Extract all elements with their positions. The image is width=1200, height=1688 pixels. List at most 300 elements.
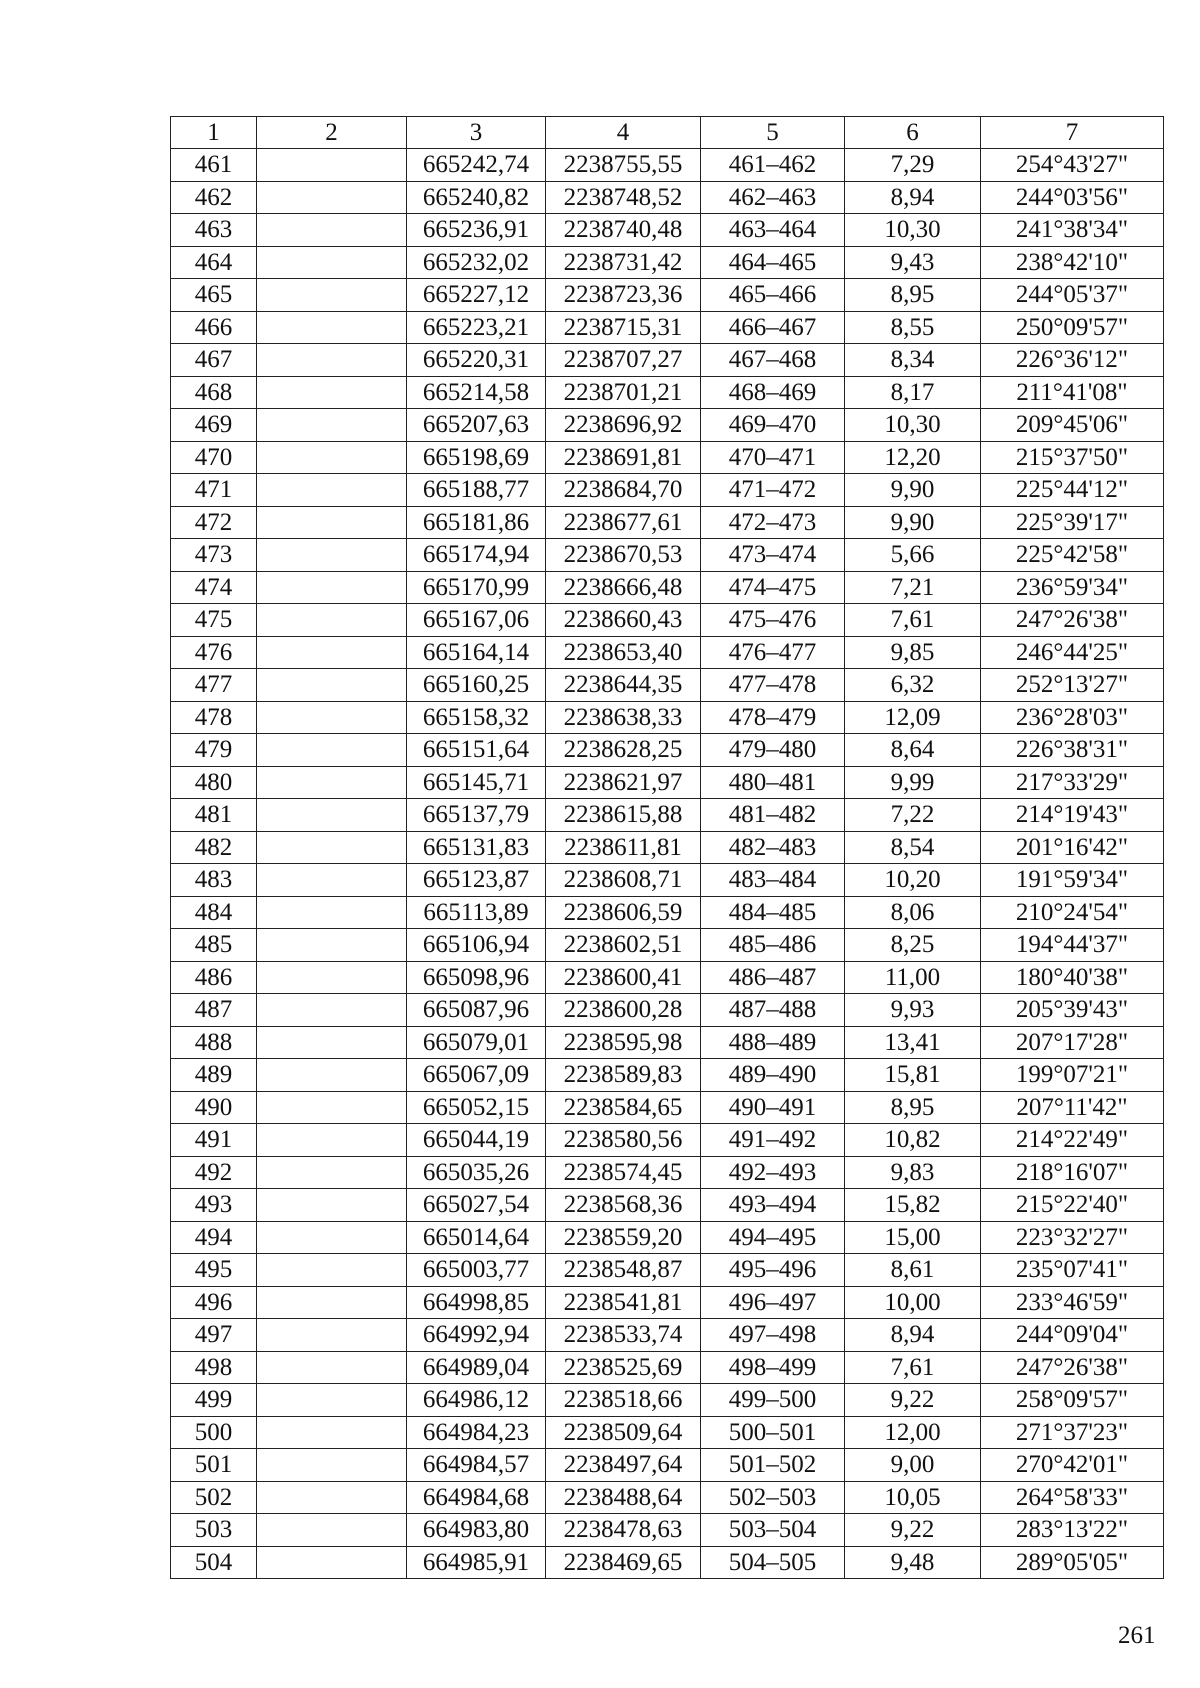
segment: 503–504 bbox=[701, 1514, 845, 1547]
segment: 476–477 bbox=[701, 636, 845, 669]
y-coordinate: 2238602,51 bbox=[546, 929, 701, 962]
column-2-cell bbox=[257, 1254, 407, 1287]
distance: 9,48 bbox=[845, 1546, 981, 1579]
segment: 500–501 bbox=[701, 1416, 845, 1449]
column-2-cell bbox=[257, 1059, 407, 1092]
distance: 12,00 bbox=[845, 1416, 981, 1449]
column-2-cell bbox=[257, 636, 407, 669]
y-coordinate: 2238638,33 bbox=[546, 701, 701, 734]
point-number: 479 bbox=[171, 734, 257, 767]
table-row bbox=[171, 1481, 1164, 1514]
y-coordinate: 2238644,35 bbox=[546, 669, 701, 702]
y-coordinate: 2238488,64 bbox=[546, 1481, 701, 1514]
table-row bbox=[171, 441, 1164, 474]
table-row bbox=[171, 376, 1164, 409]
column-2-cell bbox=[257, 246, 407, 279]
point-number: 484 bbox=[171, 896, 257, 929]
x-coordinate: 665027,54 bbox=[407, 1189, 546, 1222]
point-number: 463 bbox=[171, 214, 257, 247]
bearing: 264°58'33" bbox=[981, 1481, 1164, 1514]
x-coordinate: 664984,68 bbox=[407, 1481, 546, 1514]
x-coordinate: 665079,01 bbox=[407, 1026, 546, 1059]
bearing: 244°03'56" bbox=[981, 181, 1164, 214]
point-number: 501 bbox=[171, 1449, 257, 1482]
table-row bbox=[171, 1059, 1164, 1092]
distance: 8,54 bbox=[845, 831, 981, 864]
bearing: 211°41'08" bbox=[981, 376, 1164, 409]
x-coordinate: 665145,71 bbox=[407, 766, 546, 799]
distance: 7,29 bbox=[845, 149, 981, 182]
distance: 9,85 bbox=[845, 636, 981, 669]
segment: 495–496 bbox=[701, 1254, 845, 1287]
point-number: 500 bbox=[171, 1416, 257, 1449]
segment: 466–467 bbox=[701, 311, 845, 344]
column-2-cell bbox=[257, 929, 407, 962]
column-2-cell bbox=[257, 1124, 407, 1157]
x-coordinate: 664986,12 bbox=[407, 1384, 546, 1417]
table-row bbox=[171, 1026, 1164, 1059]
x-coordinate: 665137,79 bbox=[407, 799, 546, 832]
column-2-cell bbox=[257, 279, 407, 312]
column-2-cell bbox=[257, 831, 407, 864]
column-2-cell bbox=[257, 344, 407, 377]
table-row bbox=[171, 1514, 1164, 1547]
table-row bbox=[171, 1189, 1164, 1222]
table-row bbox=[171, 994, 1164, 1027]
x-coordinate: 665052,15 bbox=[407, 1091, 546, 1124]
x-coordinate: 665232,02 bbox=[407, 246, 546, 279]
bearing: 244°09'04" bbox=[981, 1319, 1164, 1352]
y-coordinate: 2238666,48 bbox=[546, 571, 701, 604]
y-coordinate: 2238548,87 bbox=[546, 1254, 701, 1287]
table-row bbox=[171, 1416, 1164, 1449]
x-coordinate: 665236,91 bbox=[407, 214, 546, 247]
bearing: 283°13'22" bbox=[981, 1514, 1164, 1547]
point-number: 499 bbox=[171, 1384, 257, 1417]
distance: 10,30 bbox=[845, 214, 981, 247]
bearing: 271°37'23" bbox=[981, 1416, 1164, 1449]
table-row bbox=[171, 409, 1164, 442]
x-coordinate: 665240,82 bbox=[407, 181, 546, 214]
column-header-5: 5 bbox=[701, 117, 845, 149]
x-coordinate: 665151,64 bbox=[407, 734, 546, 767]
segment: 477–478 bbox=[701, 669, 845, 702]
y-coordinate: 2238595,98 bbox=[546, 1026, 701, 1059]
table-row bbox=[171, 701, 1164, 734]
table-row bbox=[171, 929, 1164, 962]
table-row bbox=[171, 344, 1164, 377]
x-coordinate: 665164,14 bbox=[407, 636, 546, 669]
segment: 468–469 bbox=[701, 376, 845, 409]
segment: 484–485 bbox=[701, 896, 845, 929]
segment: 470–471 bbox=[701, 441, 845, 474]
bearing: 241°38'34" bbox=[981, 214, 1164, 247]
distance: 15,00 bbox=[845, 1221, 981, 1254]
x-coordinate: 665044,19 bbox=[407, 1124, 546, 1157]
point-number: 469 bbox=[171, 409, 257, 442]
bearing: 254°43'27" bbox=[981, 149, 1164, 182]
segment: 467–468 bbox=[701, 344, 845, 377]
column-2-cell bbox=[257, 539, 407, 572]
table-row bbox=[171, 571, 1164, 604]
column-2-cell bbox=[257, 1091, 407, 1124]
segment: 496–497 bbox=[701, 1286, 845, 1319]
x-coordinate: 665188,77 bbox=[407, 474, 546, 507]
column-header-1: 1 bbox=[171, 117, 257, 149]
point-number: 472 bbox=[171, 506, 257, 539]
y-coordinate: 2238707,27 bbox=[546, 344, 701, 377]
distance: 9,22 bbox=[845, 1514, 981, 1547]
table-row bbox=[171, 149, 1164, 182]
point-number: 473 bbox=[171, 539, 257, 572]
point-number: 490 bbox=[171, 1091, 257, 1124]
y-coordinate: 2238696,92 bbox=[546, 409, 701, 442]
distance: 8,34 bbox=[845, 344, 981, 377]
table-row bbox=[171, 1384, 1164, 1417]
bearing: 225°39'17" bbox=[981, 506, 1164, 539]
point-number: 504 bbox=[171, 1546, 257, 1579]
y-coordinate: 2238584,65 bbox=[546, 1091, 701, 1124]
bearing: 246°44'25" bbox=[981, 636, 1164, 669]
bearing: 218°16'07" bbox=[981, 1156, 1164, 1189]
x-coordinate: 664989,04 bbox=[407, 1351, 546, 1384]
bearing: 210°24'54" bbox=[981, 896, 1164, 929]
column-2-cell bbox=[257, 214, 407, 247]
table-row bbox=[171, 214, 1164, 247]
segment: 474–475 bbox=[701, 571, 845, 604]
table-row bbox=[171, 604, 1164, 637]
distance: 8,95 bbox=[845, 279, 981, 312]
column-2-cell bbox=[257, 1221, 407, 1254]
distance: 8,55 bbox=[845, 311, 981, 344]
x-coordinate: 665170,99 bbox=[407, 571, 546, 604]
y-coordinate: 2238701,21 bbox=[546, 376, 701, 409]
column-2-cell bbox=[257, 181, 407, 214]
y-coordinate: 2238574,45 bbox=[546, 1156, 701, 1189]
x-coordinate: 665220,31 bbox=[407, 344, 546, 377]
bearing: 238°42'10" bbox=[981, 246, 1164, 279]
table-row bbox=[171, 1156, 1164, 1189]
column-2-cell bbox=[257, 474, 407, 507]
point-number: 466 bbox=[171, 311, 257, 344]
x-coordinate: 665106,94 bbox=[407, 929, 546, 962]
segment: 494–495 bbox=[701, 1221, 845, 1254]
segment: 485–486 bbox=[701, 929, 845, 962]
point-number: 503 bbox=[171, 1514, 257, 1547]
column-2-cell bbox=[257, 734, 407, 767]
point-number: 481 bbox=[171, 799, 257, 832]
distance: 9,22 bbox=[845, 1384, 981, 1417]
distance: 11,00 bbox=[845, 961, 981, 994]
y-coordinate: 2238497,64 bbox=[546, 1449, 701, 1482]
distance: 9,00 bbox=[845, 1449, 981, 1482]
x-coordinate: 665167,06 bbox=[407, 604, 546, 637]
distance: 15,81 bbox=[845, 1059, 981, 1092]
y-coordinate: 2238653,40 bbox=[546, 636, 701, 669]
distance: 8,94 bbox=[845, 181, 981, 214]
y-coordinate: 2238533,74 bbox=[546, 1319, 701, 1352]
point-number: 495 bbox=[171, 1254, 257, 1287]
table-body bbox=[171, 149, 1164, 1579]
point-number: 464 bbox=[171, 246, 257, 279]
x-coordinate: 665242,74 bbox=[407, 149, 546, 182]
column-2-cell bbox=[257, 1449, 407, 1482]
bearing: 214°19'43" bbox=[981, 799, 1164, 832]
bearing: 207°17'28" bbox=[981, 1026, 1164, 1059]
point-number: 483 bbox=[171, 864, 257, 897]
point-number: 475 bbox=[171, 604, 257, 637]
point-number: 489 bbox=[171, 1059, 257, 1092]
x-coordinate: 664984,57 bbox=[407, 1449, 546, 1482]
segment: 479–480 bbox=[701, 734, 845, 767]
segment: 464–465 bbox=[701, 246, 845, 279]
point-number: 491 bbox=[171, 1124, 257, 1157]
table-row bbox=[171, 1319, 1164, 1352]
bearing: 289°05'05" bbox=[981, 1546, 1164, 1579]
segment: 471–472 bbox=[701, 474, 845, 507]
table-row bbox=[171, 864, 1164, 897]
bearing: 225°42'58" bbox=[981, 539, 1164, 572]
point-number: 471 bbox=[171, 474, 257, 507]
point-number: 493 bbox=[171, 1189, 257, 1222]
bearing: 226°38'31" bbox=[981, 734, 1164, 767]
y-coordinate: 2238608,71 bbox=[546, 864, 701, 897]
bearing: 215°22'40" bbox=[981, 1189, 1164, 1222]
column-2-cell bbox=[257, 1384, 407, 1417]
table-row bbox=[171, 1286, 1164, 1319]
bearing: 215°37'50" bbox=[981, 441, 1164, 474]
distance: 7,61 bbox=[845, 604, 981, 637]
y-coordinate: 2238748,52 bbox=[546, 181, 701, 214]
y-coordinate: 2238541,81 bbox=[546, 1286, 701, 1319]
point-number: 494 bbox=[171, 1221, 257, 1254]
distance: 9,90 bbox=[845, 474, 981, 507]
y-coordinate: 2238606,59 bbox=[546, 896, 701, 929]
table-row bbox=[171, 799, 1164, 832]
point-number: 488 bbox=[171, 1026, 257, 1059]
bearing: 199°07'21" bbox=[981, 1059, 1164, 1092]
y-coordinate: 2238518,66 bbox=[546, 1384, 701, 1417]
y-coordinate: 2238621,97 bbox=[546, 766, 701, 799]
distance: 15,82 bbox=[845, 1189, 981, 1222]
column-2-cell bbox=[257, 669, 407, 702]
bearing: 252°13'27" bbox=[981, 669, 1164, 702]
bearing: 207°11'42" bbox=[981, 1091, 1164, 1124]
segment: 486–487 bbox=[701, 961, 845, 994]
table-row bbox=[171, 1254, 1164, 1287]
segment: 493–494 bbox=[701, 1189, 845, 1222]
bearing: 235°07'41" bbox=[981, 1254, 1164, 1287]
table-row bbox=[171, 181, 1164, 214]
distance: 10,20 bbox=[845, 864, 981, 897]
distance: 10,05 bbox=[845, 1481, 981, 1514]
point-number: 476 bbox=[171, 636, 257, 669]
column-2-cell bbox=[257, 1546, 407, 1579]
segment: 501–502 bbox=[701, 1449, 845, 1482]
distance: 8,61 bbox=[845, 1254, 981, 1287]
segment: 499–500 bbox=[701, 1384, 845, 1417]
point-number: 478 bbox=[171, 701, 257, 734]
point-number: 470 bbox=[171, 441, 257, 474]
table-row bbox=[171, 1091, 1164, 1124]
table-header-row bbox=[171, 117, 1164, 149]
column-2-cell bbox=[257, 961, 407, 994]
x-coordinate: 665207,63 bbox=[407, 409, 546, 442]
column-header-4: 4 bbox=[546, 117, 701, 149]
x-coordinate: 664985,91 bbox=[407, 1546, 546, 1579]
table-row bbox=[171, 1124, 1164, 1157]
distance: 8,95 bbox=[845, 1091, 981, 1124]
bearing: 244°05'37" bbox=[981, 279, 1164, 312]
bearing: 270°42'01" bbox=[981, 1449, 1164, 1482]
y-coordinate: 2238568,36 bbox=[546, 1189, 701, 1222]
table-row bbox=[171, 961, 1164, 994]
segment: 497–498 bbox=[701, 1319, 845, 1352]
x-coordinate: 665123,87 bbox=[407, 864, 546, 897]
y-coordinate: 2238691,81 bbox=[546, 441, 701, 474]
point-number: 461 bbox=[171, 149, 257, 182]
y-coordinate: 2238615,88 bbox=[546, 799, 701, 832]
bearing: 233°46'59" bbox=[981, 1286, 1164, 1319]
table-row bbox=[171, 1351, 1164, 1384]
distance: 9,99 bbox=[845, 766, 981, 799]
y-coordinate: 2238723,36 bbox=[546, 279, 701, 312]
bearing: 226°36'12" bbox=[981, 344, 1164, 377]
bearing: 194°44'37" bbox=[981, 929, 1164, 962]
table-row bbox=[171, 636, 1164, 669]
y-coordinate: 2238600,41 bbox=[546, 961, 701, 994]
point-number: 487 bbox=[171, 994, 257, 1027]
distance: 12,09 bbox=[845, 701, 981, 734]
column-2-cell bbox=[257, 1319, 407, 1352]
column-2-cell bbox=[257, 994, 407, 1027]
column-2-cell bbox=[257, 1514, 407, 1547]
point-number: 496 bbox=[171, 1286, 257, 1319]
table-row bbox=[171, 896, 1164, 929]
segment: 481–482 bbox=[701, 799, 845, 832]
point-number: 498 bbox=[171, 1351, 257, 1384]
distance: 7,22 bbox=[845, 799, 981, 832]
column-2-cell bbox=[257, 1351, 407, 1384]
point-number: 462 bbox=[171, 181, 257, 214]
table-row bbox=[171, 1546, 1164, 1579]
table-row bbox=[171, 246, 1164, 279]
segment: 472–473 bbox=[701, 506, 845, 539]
y-coordinate: 2238469,65 bbox=[546, 1546, 701, 1579]
y-coordinate: 2238600,28 bbox=[546, 994, 701, 1027]
point-number: 465 bbox=[171, 279, 257, 312]
segment: 478–479 bbox=[701, 701, 845, 734]
point-number: 486 bbox=[171, 961, 257, 994]
table-row bbox=[171, 506, 1164, 539]
bearing: 217°33'29" bbox=[981, 766, 1164, 799]
column-2-cell bbox=[257, 896, 407, 929]
x-coordinate: 665158,32 bbox=[407, 701, 546, 734]
segment: 462–463 bbox=[701, 181, 845, 214]
point-number: 482 bbox=[171, 831, 257, 864]
y-coordinate: 2238611,81 bbox=[546, 831, 701, 864]
table-row bbox=[171, 734, 1164, 767]
distance: 6,32 bbox=[845, 669, 981, 702]
y-coordinate: 2238478,63 bbox=[546, 1514, 701, 1547]
distance: 9,43 bbox=[845, 246, 981, 279]
x-coordinate: 665198,69 bbox=[407, 441, 546, 474]
y-coordinate: 2238677,61 bbox=[546, 506, 701, 539]
distance: 9,83 bbox=[845, 1156, 981, 1189]
segment: 490–491 bbox=[701, 1091, 845, 1124]
column-2-cell bbox=[257, 441, 407, 474]
segment: 461–462 bbox=[701, 149, 845, 182]
x-coordinate: 664984,23 bbox=[407, 1416, 546, 1449]
y-coordinate: 2238755,55 bbox=[546, 149, 701, 182]
distance: 10,30 bbox=[845, 409, 981, 442]
bearing: 201°16'42" bbox=[981, 831, 1164, 864]
bearing: 247°26'38" bbox=[981, 604, 1164, 637]
y-coordinate: 2238660,43 bbox=[546, 604, 701, 637]
y-coordinate: 2238559,20 bbox=[546, 1221, 701, 1254]
y-coordinate: 2238509,64 bbox=[546, 1416, 701, 1449]
point-number: 474 bbox=[171, 571, 257, 604]
bearing: 209°45'06" bbox=[981, 409, 1164, 442]
distance: 7,21 bbox=[845, 571, 981, 604]
column-2-cell bbox=[257, 799, 407, 832]
segment: 469–470 bbox=[701, 409, 845, 442]
distance: 8,06 bbox=[845, 896, 981, 929]
column-2-cell bbox=[257, 1026, 407, 1059]
bearing: 258°09'57" bbox=[981, 1384, 1164, 1417]
x-coordinate: 665174,94 bbox=[407, 539, 546, 572]
segment: 491–492 bbox=[701, 1124, 845, 1157]
distance: 5,66 bbox=[845, 539, 981, 572]
distance: 9,93 bbox=[845, 994, 981, 1027]
segment: 492–493 bbox=[701, 1156, 845, 1189]
x-coordinate: 664998,85 bbox=[407, 1286, 546, 1319]
point-number: 468 bbox=[171, 376, 257, 409]
y-coordinate: 2238670,53 bbox=[546, 539, 701, 572]
table-row bbox=[171, 766, 1164, 799]
bearing: 236°59'34" bbox=[981, 571, 1164, 604]
table-row bbox=[171, 831, 1164, 864]
segment: 483–484 bbox=[701, 864, 845, 897]
bearing: 225°44'12" bbox=[981, 474, 1164, 507]
page-number: 261 bbox=[1118, 1622, 1156, 1649]
bearing: 191°59'34" bbox=[981, 864, 1164, 897]
column-header-7: 7 bbox=[981, 117, 1164, 149]
y-coordinate: 2238731,42 bbox=[546, 246, 701, 279]
bearing: 247°26'38" bbox=[981, 1351, 1164, 1384]
y-coordinate: 2238525,69 bbox=[546, 1351, 701, 1384]
x-coordinate: 665181,86 bbox=[407, 506, 546, 539]
x-coordinate: 665160,25 bbox=[407, 669, 546, 702]
column-2-cell bbox=[257, 701, 407, 734]
point-number: 497 bbox=[171, 1319, 257, 1352]
distance: 10,82 bbox=[845, 1124, 981, 1157]
x-coordinate: 665087,96 bbox=[407, 994, 546, 1027]
table-row bbox=[171, 1221, 1164, 1254]
column-header-2: 2 bbox=[257, 117, 407, 149]
column-2-cell bbox=[257, 1286, 407, 1319]
segment: 482–483 bbox=[701, 831, 845, 864]
point-number: 467 bbox=[171, 344, 257, 377]
distance: 12,20 bbox=[845, 441, 981, 474]
table-row bbox=[171, 279, 1164, 312]
coordinates-table bbox=[170, 116, 1164, 1579]
column-2-cell bbox=[257, 604, 407, 637]
x-coordinate: 665131,83 bbox=[407, 831, 546, 864]
table-row bbox=[171, 311, 1164, 344]
bearing: 223°32'27" bbox=[981, 1221, 1164, 1254]
column-2-cell bbox=[257, 1189, 407, 1222]
